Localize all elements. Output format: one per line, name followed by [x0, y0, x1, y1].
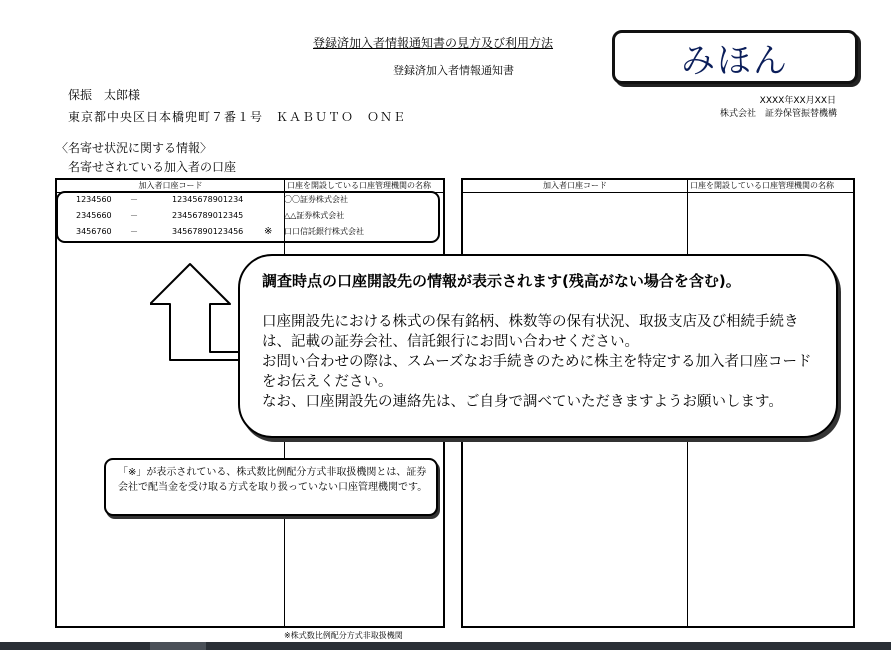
explanation-callout	[238, 254, 838, 438]
section-subtitle: 名寄せされている加入者の口座	[68, 160, 237, 174]
account-code-part2: 34567890123456	[172, 227, 244, 236]
code-separator: －	[130, 227, 138, 236]
callout-heading: 調査時点の口座開設先の情報が表示されます(残高がない場合を含む)。	[262, 272, 741, 290]
institution-name: 口口信託銀行株式会社	[284, 227, 364, 236]
callout-body	[262, 312, 822, 412]
account-code-part2: 12345678901234	[172, 195, 244, 204]
account-code-part1: 3456760	[76, 227, 112, 236]
recipient-name: 保振 太郎様	[68, 88, 141, 102]
institution-name: △△証券株式会社	[284, 211, 345, 220]
bottom-bar	[0, 642, 891, 650]
section-title: 〈名寄せ状況に関する情報〉	[56, 141, 213, 155]
code-separator: －	[130, 195, 138, 204]
callout-paragraph: お問い合わせの際は、スムーズなお手続きのために株主を特定する加入者口座コードをお伝えください。	[262, 354, 812, 390]
header-account-code: 加入者口座コード	[138, 181, 203, 190]
issue-date: XXXX年XX月XX日	[759, 96, 836, 106]
header-institution: 口座を開設している口座管理機関の名称	[690, 181, 834, 190]
table-header	[463, 180, 853, 193]
table-row	[0, 226, 445, 238]
header-account-code: 加入者口座コード	[543, 181, 607, 190]
guide-title: 登録済加入者情報通知書の見方及び利用方法	[313, 36, 554, 50]
account-code-part2: 23456789012345	[172, 211, 244, 220]
mark-explanation-note: 「※」が表示されている、株式数比例配分方式非取扱機関とは、証券会社で配当金を受け取る方式を取り扱っていない口座管理機関です。	[104, 458, 438, 516]
footnote: ※株式数比例配分方式非取扱機関	[284, 631, 403, 640]
scrollbar-thumb[interactable]	[150, 642, 206, 650]
code-separator: －	[130, 211, 138, 220]
recipient-address: 東京都中央区日本橋兜町７番１号 ＫＡＢＵＴＯ ＯＮＥ	[68, 110, 407, 124]
document-title: 登録済加入者情報通知書	[393, 64, 514, 77]
non-handling-mark: ※	[264, 226, 273, 237]
account-code-part1: 1234560	[76, 195, 112, 204]
table-row	[0, 194, 445, 206]
callout-paragraph: なお、口座開設先の連絡先は、ご自身で調べていただきますようお願いします。	[262, 394, 783, 410]
table-row	[0, 210, 445, 222]
header-institution: 口座を開設している口座管理機関の名称	[287, 181, 431, 190]
callout-paragraph: 口座開設先における株式の保有銘柄、株数等の保有状況、取扱支店及び相続手続きは、記載の証券会社、信託銀行にお問い合わせください。	[262, 314, 799, 350]
up-arrow-icon	[150, 262, 250, 362]
institution-name: 〇〇証券株式会社	[284, 195, 348, 204]
account-code-part1: 2345660	[76, 211, 112, 220]
sample-stamp: みほん	[612, 30, 858, 84]
issuer-organization: 株式会社 証券保管振替機構	[719, 109, 837, 119]
